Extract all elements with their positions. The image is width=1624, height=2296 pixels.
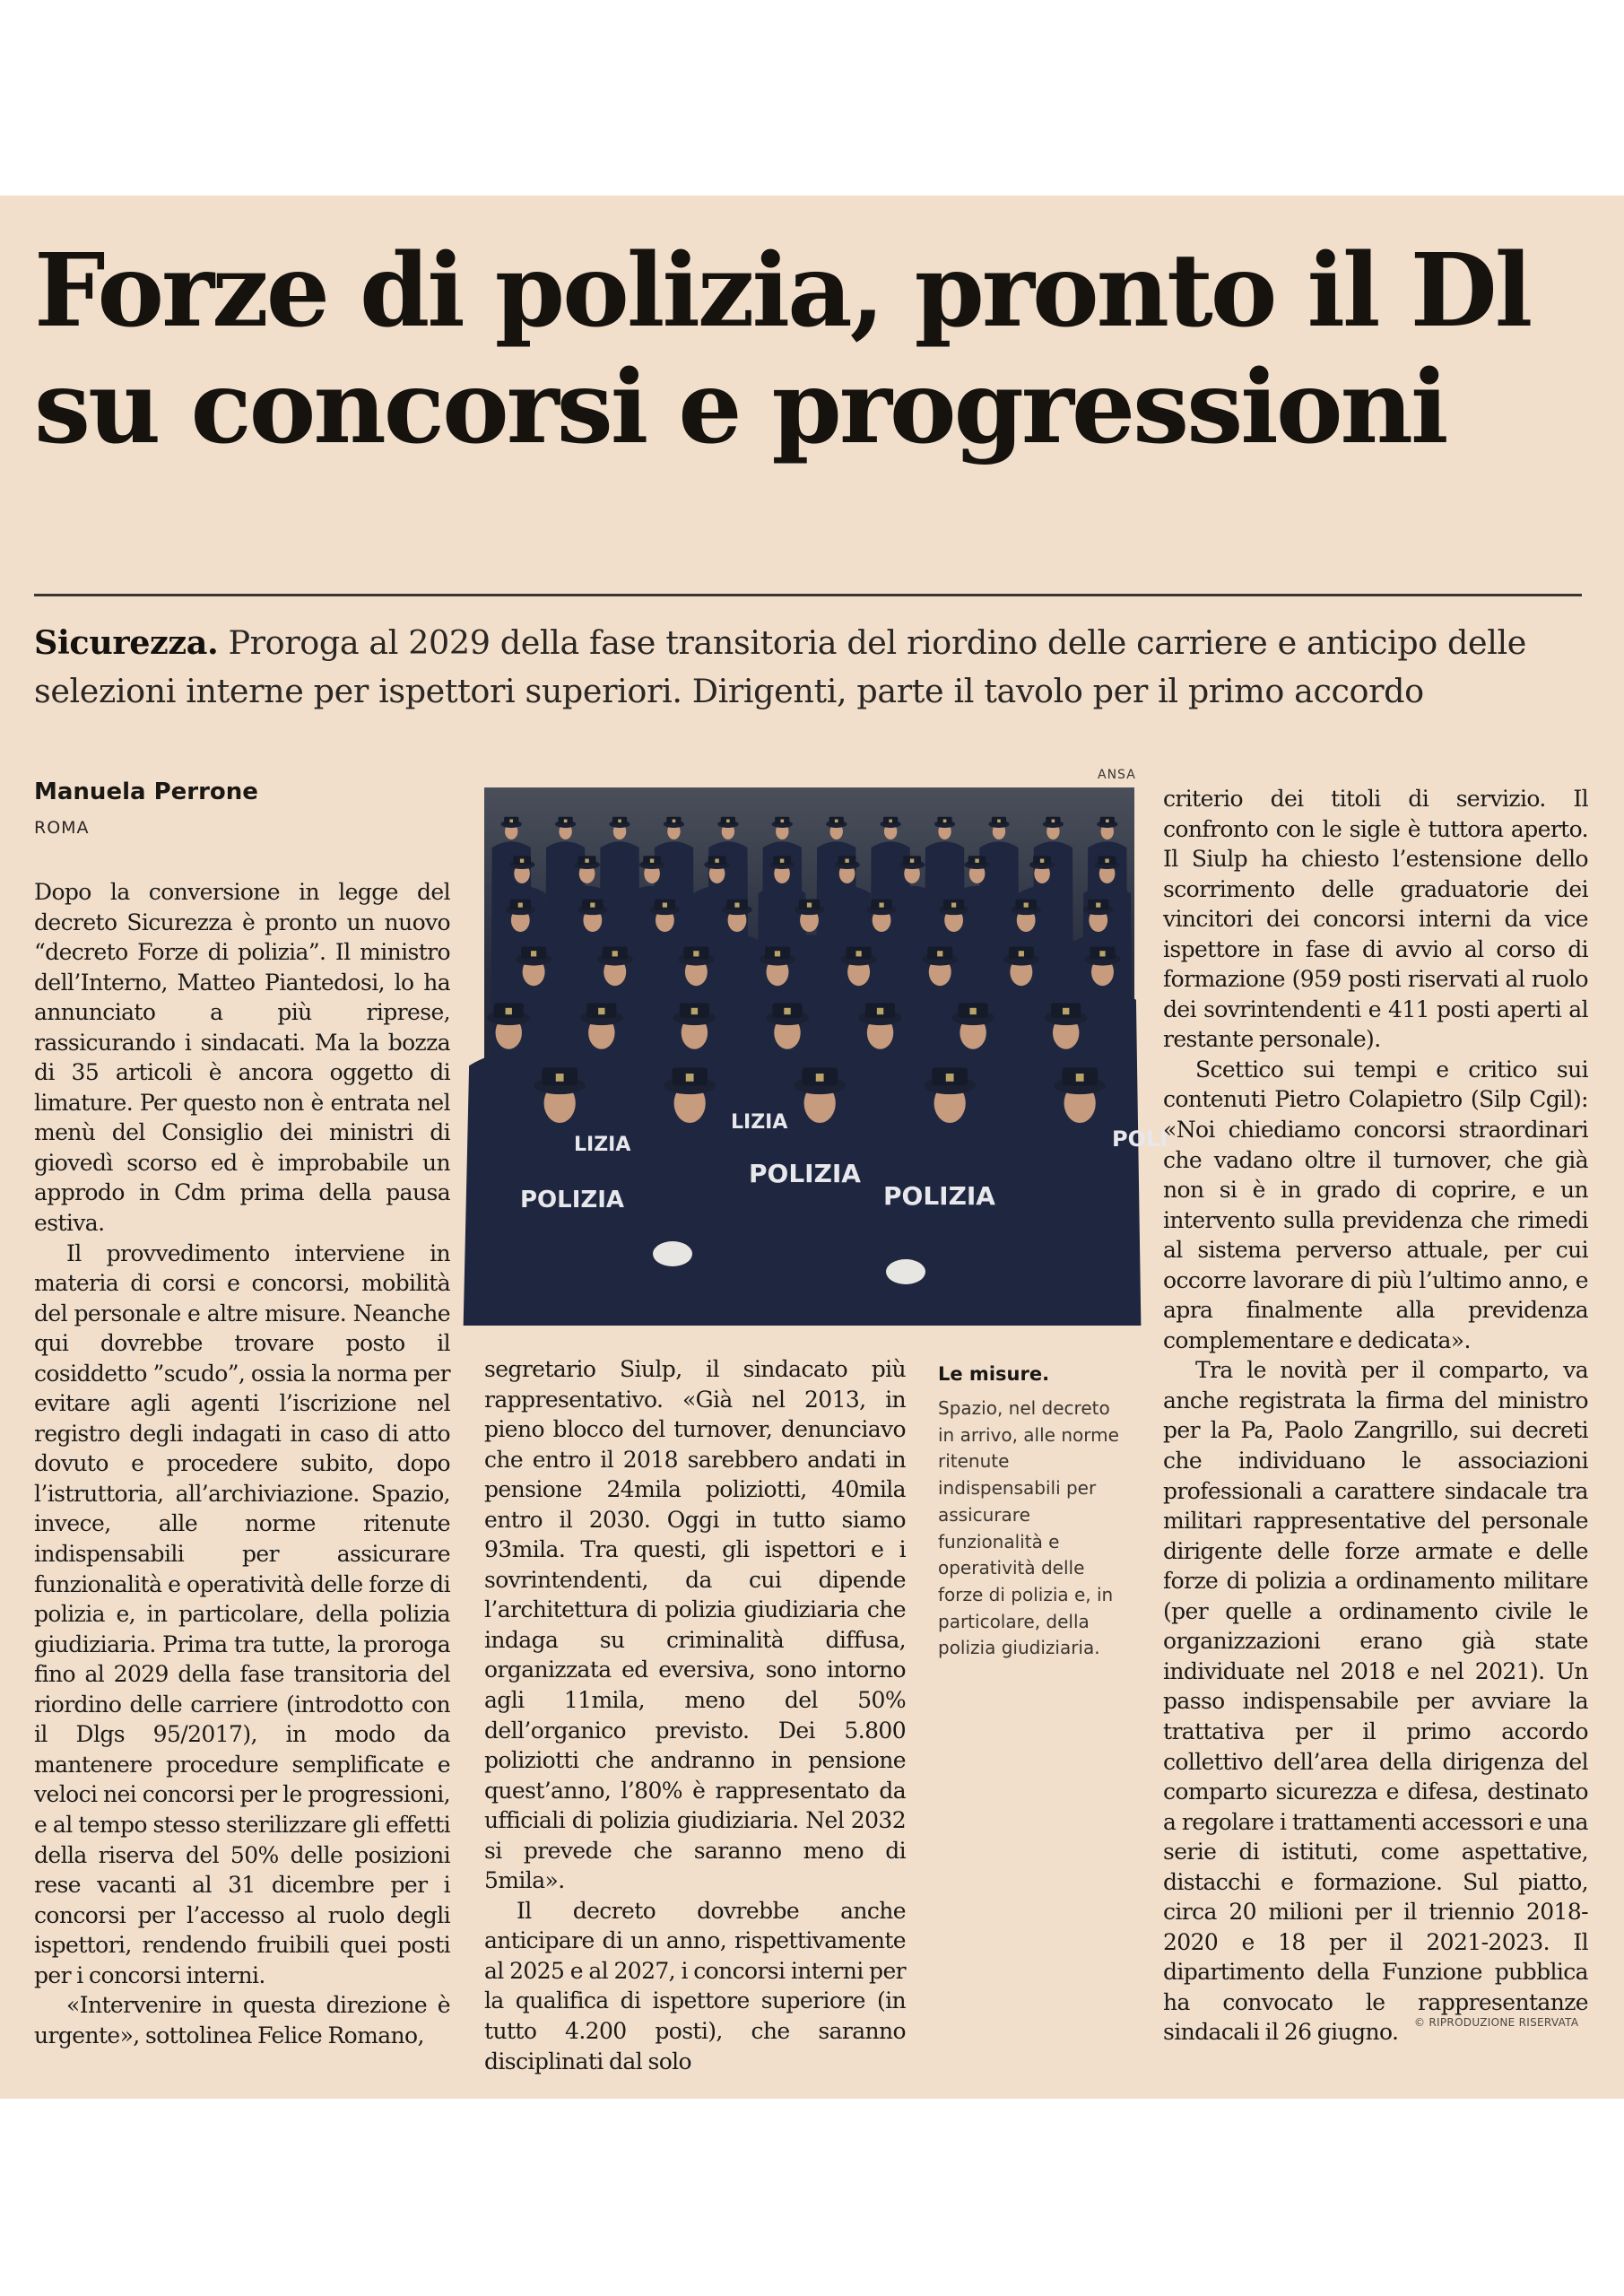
uniform-label: POLIZIA — [520, 1187, 625, 1213]
divider-rule — [34, 594, 1582, 596]
photo-caption: Spazio, nel decreto in arrivo, alle norme ritenute indispensabili per assicurare funzionalità e operatività delle forze di polizia e, in particolare, della polizia giudiziaria. — [938, 1397, 1119, 1659]
uniform-label: POLIZIA — [749, 1159, 861, 1188]
copyright-note: © RIPRODUZIONE RISERVATA — [1414, 2016, 1579, 2029]
body-column-3 — [1163, 784, 1588, 2048]
paragraph: Scettico sui tempi e critico sui contenuti Pietro Colapietro (Silp Cgil): «Noi chiediamo concorsi straordinari che vadano oltre il turnover, che già non si è in grado di coprire, e un intervento sulla previdenza che rimedi al sistema perverso attuale, per cui occorre lavorare di più l’ultimo anno, e apra finalmente alla previdenza complementare e dedicata». — [1163, 1056, 1588, 1353]
subheadline — [34, 619, 1585, 716]
uniform-label: POLIZIA — [883, 1181, 995, 1211]
caption-title: Le misure. — [938, 1363, 1050, 1385]
uniform-label: LIZIA — [574, 1134, 631, 1156]
body-column-2 — [484, 1354, 906, 2076]
white-glove — [886, 1259, 925, 1284]
paragraph: Il provvedimento interviene in materia di corsi e concorsi, mobilità del personale e altre misure. Neanche qui dovrebbe trovare posto il cosiddetto ”scudo”, ossia la norma per evitare agli agenti l’iscrizione nel registro degli indagati in caso di atto dovuto e procedere subito, dopo l’istruttoria, all’archiviazione. Spazio, invece, alle norme ritenute indispensabili per assicurare funzionalità e operatività delle forze di polizia e, in particolare, della polizia giudiziaria. Prima tra tutte, la proroga fino al 2029 della fase transitoria del riordino delle carriere (introdotto con il Dlgs 95/2017), in modo da mantenere procedure semplificate e veloci nei concorsi per le progressioni, e al tempo stesso sterilizzare gli effetti della riserva del 50% delle posizioni rese vacanti al 31 dicembre per i concorsi per l’accesso al ruolo degli ispettori, rendendo fruibili quei posti per i concorsi interni. — [34, 1239, 450, 1988]
uniform-label: LIZIA — [731, 1111, 788, 1134]
photo-credit: ANSA — [1098, 768, 1136, 782]
author-byline: Manuela Perrone — [34, 778, 258, 805]
paragraph: «Intervenire in questa direzione è urgente», sottolinea Felice Romano, — [34, 1992, 450, 2048]
body-column-1 — [34, 877, 450, 2050]
white-glove — [653, 1241, 692, 1266]
subheadline-label: Sicurezza. — [34, 623, 219, 662]
paragraph: criterio dei titoli di servizio. Il confronto con le sigle è tuttora aperto. Il Siulp ha chiesto l’estensione dello scorrimento delle graduatorie dei vincitori dei concorsi interni da vice ispettore in fase di avvio al corso di formazione (959 posti riservati al ruolo dei sovrintendenti e 411 posti aperti al restante personale). — [1163, 786, 1588, 1053]
photo-illustration — [484, 787, 1168, 1326]
paragraph: segretario Siulp, il sindacato più rappresentativo. «Già nel 2013, in pieno blocco del turnover, denunciavo che entro il 2018 sarebbero andati in pensione 24mila poliziotti, 40mila entro il 2030. Oggi in tutto siamo 93mila. Tra questi, gli ispettori e i sovrintendenti, da cui dipende l’architettura di polizia giudiziaria che indaga su criminalità diffusa, organizzata ed eversiva, sono intorno agli 11mila, meno del 50% dell’organico previsto. Dei 5.800 poliziotti che andranno in pensione quest’anno, l’80% è rappresentato da ufficiali di polizia giudiziaria. Nel 2032 si prevede che saranno meno di 5mila». — [484, 1356, 906, 1894]
headline: Forze di polizia, pronto il Dl su concorsi e progressioni — [34, 232, 1531, 466]
police-parade-photo — [484, 787, 1168, 1326]
paragraph: Tra le novità per il comparto, va anche registrata la firma del ministro per la Pa, Paolo Zangrillo, sui decreti che individuano le associazioni professionali a carattere sindacale tra militari rappresentative del personale dirigente delle forze armate e delle forze di polizia a ordinamento militare (per quelle a ordinamento civile le organizzazioni erano già state individuate nel 2018 e nel 2021). Un passo indispensabile per avviare la trattativa per il primo accordo collettivo dell’area della dirigenza del comparto sicurezza e difesa, destinato a regolare i trattamenti accessori e una serie di istituti, come aspettative, distacchi e formazione. Sul piatto, circa 20 milioni per il triennio 2018-2020 e 18 per il 2021-2023. Il dipartimento della Funzione pubblica ha convocato le rappresentanze sindacali il 26 giugno. — [1163, 1357, 1588, 2046]
uniform-label: POLI — [1112, 1126, 1168, 1152]
paragraph: Il decreto dovrebbe anche anticipare di un anno, rispettivamente al 2025 e al 2027, i concorsi interni per la qualifica di ispettore superiore (in tutto 4.200 posti), che saranno disciplinati dal solo — [484, 1897, 906, 2074]
subheadline-text: Proroga al 2029 della fase transitoria del riordino delle carriere e anticipo delle selezioni interne per ispettori superiori. Dirigenti, parte il tavolo per il primo accordo — [34, 623, 1526, 710]
paragraph: Dopo la conversione in legge del decreto Sicurezza è pronto un nuovo “decreto Forze di polizia”. Il ministro dell’Interno, Matteo Piantedosi, lo ha annunciato a più riprese, rassicurando i sindacati. Ma la bozza di 35 articoli è ancora oggetto di limature. Per questo non è entrata nel menù del Consiglio dei ministri di giovedì scorso ed è improbabile un approdo in Cdm prima della pausa estiva. — [34, 879, 450, 1237]
dateline-place: ROMA — [34, 818, 90, 838]
